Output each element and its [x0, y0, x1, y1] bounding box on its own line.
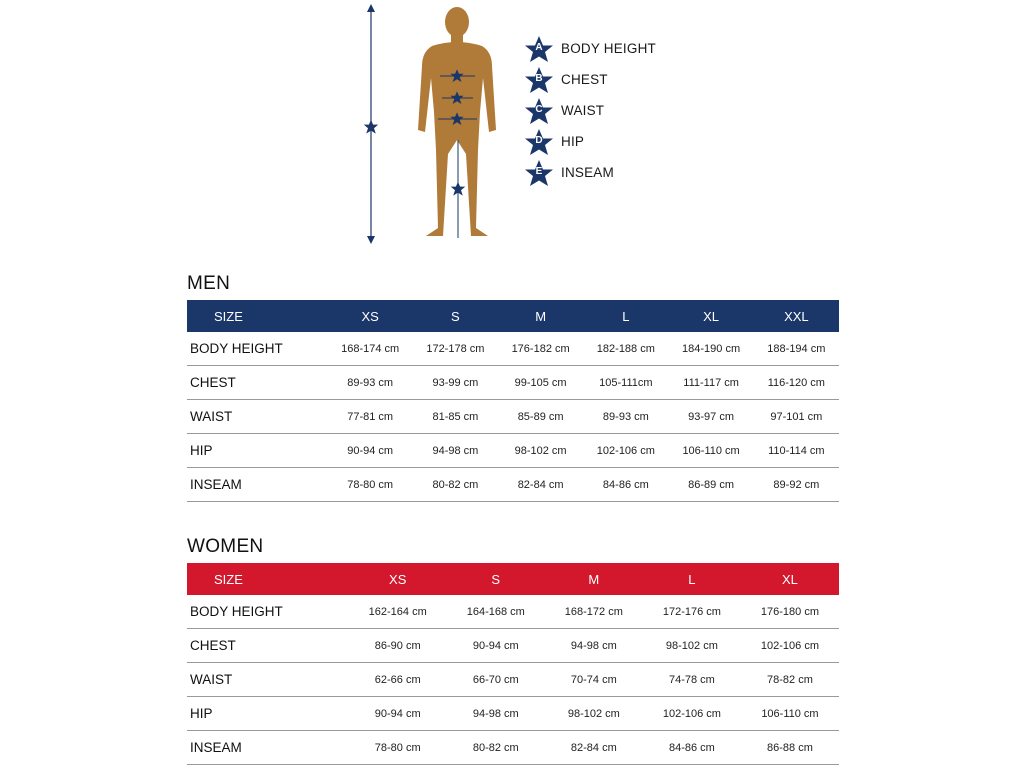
table-cell: 90-94 cm: [328, 434, 413, 468]
table-row: [187, 366, 839, 400]
row-label: INSEAM: [187, 468, 328, 502]
table-cell: 86-89 cm: [668, 468, 753, 502]
table-cell: 99-105 cm: [498, 366, 583, 400]
row-label: BODY HEIGHT: [187, 595, 349, 629]
table-cell: 90-94 cm: [349, 697, 447, 731]
table-cell: 162-164 cm: [349, 595, 447, 629]
table-cell: 106-110 cm: [741, 697, 839, 731]
table-cell: 168-172 cm: [545, 595, 643, 629]
star-badge-icon: A: [524, 35, 554, 63]
table-row: [187, 434, 839, 468]
table-row: [187, 595, 839, 629]
table-cell: 182-188 cm: [583, 332, 668, 366]
body-figure-illustration: [0, 0, 1024, 260]
table-cell: 94-98 cm: [447, 697, 545, 731]
table-cell: 172-176 cm: [643, 595, 741, 629]
table-cell: 102-106 cm: [741, 629, 839, 663]
table-cell: 168-174 cm: [328, 332, 413, 366]
table-cell: 90-94 cm: [447, 629, 545, 663]
legend-label: CHEST: [561, 72, 608, 87]
header-cell: M: [545, 563, 643, 595]
table-cell: 74-78 cm: [643, 663, 741, 697]
table-row: [187, 663, 839, 697]
header-cell: S: [413, 300, 498, 332]
table-cell: 172-178 cm: [413, 332, 498, 366]
men-size-table: [187, 300, 839, 502]
legend-label: BODY HEIGHT: [561, 41, 656, 56]
star-badge-icon: B: [524, 66, 554, 94]
table-cell: 93-99 cm: [413, 366, 498, 400]
table-cell: 176-182 cm: [498, 332, 583, 366]
header-cell: L: [583, 300, 668, 332]
table-cell: 84-86 cm: [583, 468, 668, 502]
table-cell: 102-106 cm: [583, 434, 668, 468]
row-label: INSEAM: [187, 731, 349, 765]
star-badge-icon: D: [524, 128, 554, 156]
table-cell: 82-84 cm: [498, 468, 583, 502]
table-cell: 116-120 cm: [754, 366, 839, 400]
measurement-legend: [524, 33, 656, 188]
women-header-row: [187, 563, 839, 595]
table-row: [187, 731, 839, 765]
legend-item: [524, 64, 656, 95]
women-section-title: WOMEN: [187, 536, 264, 557]
table-cell: 93-97 cm: [668, 400, 753, 434]
header-cell: L: [643, 563, 741, 595]
table-cell: 97-101 cm: [754, 400, 839, 434]
table-cell: 66-70 cm: [447, 663, 545, 697]
table-cell: 85-89 cm: [498, 400, 583, 434]
star-badge-icon: E: [524, 159, 554, 187]
body-measurement-figure: [0, 0, 1024, 260]
header-cell: M: [498, 300, 583, 332]
table-cell: 110-114 cm: [754, 434, 839, 468]
table-cell: 77-81 cm: [328, 400, 413, 434]
row-label: WAIST: [187, 400, 328, 434]
men-section-title: MEN: [187, 273, 231, 294]
table-row: [187, 400, 839, 434]
legend-item: [524, 157, 656, 188]
table-cell: 78-82 cm: [741, 663, 839, 697]
table-cell: 188-194 cm: [754, 332, 839, 366]
table-row: [187, 697, 839, 731]
header-cell: XL: [741, 563, 839, 595]
table-row: [187, 468, 839, 502]
row-label: CHEST: [187, 629, 349, 663]
table-cell: 164-168 cm: [447, 595, 545, 629]
header-cell: S: [447, 563, 545, 595]
table-row: [187, 629, 839, 663]
table-cell: 105-111cm: [583, 366, 668, 400]
table-cell: 78-80 cm: [328, 468, 413, 502]
legend-item: [524, 95, 656, 126]
table-cell: 94-98 cm: [413, 434, 498, 468]
table-cell: 184-190 cm: [668, 332, 753, 366]
table-cell: 111-117 cm: [668, 366, 753, 400]
table-cell: 62-66 cm: [349, 663, 447, 697]
table-cell: 84-86 cm: [643, 731, 741, 765]
row-label: HIP: [187, 697, 349, 731]
table-cell: 70-74 cm: [545, 663, 643, 697]
header-cell: XS: [328, 300, 413, 332]
header-cell: XXL: [754, 300, 839, 332]
table-cell: 98-102 cm: [643, 629, 741, 663]
men-header-row: [187, 300, 839, 332]
header-cell: SIZE: [187, 300, 328, 332]
table-cell: 106-110 cm: [668, 434, 753, 468]
header-cell: XS: [349, 563, 447, 595]
table-cell: 94-98 cm: [545, 629, 643, 663]
women-size-table: [187, 563, 839, 765]
table-cell: 86-88 cm: [741, 731, 839, 765]
table-cell: 82-84 cm: [545, 731, 643, 765]
table-cell: 80-82 cm: [413, 468, 498, 502]
table-cell: 80-82 cm: [447, 731, 545, 765]
row-label: WAIST: [187, 663, 349, 697]
table-cell: 89-92 cm: [754, 468, 839, 502]
table-cell: 102-106 cm: [643, 697, 741, 731]
legend-item: [524, 33, 656, 64]
table-row: [187, 332, 839, 366]
legend-item: [524, 126, 656, 157]
table-cell: 98-102 cm: [498, 434, 583, 468]
legend-label: HIP: [561, 134, 585, 149]
header-cell: XL: [668, 300, 753, 332]
row-label: HIP: [187, 434, 328, 468]
table-cell: 89-93 cm: [583, 400, 668, 434]
table-cell: 89-93 cm: [328, 366, 413, 400]
table-cell: 81-85 cm: [413, 400, 498, 434]
legend-label: INSEAM: [561, 165, 614, 180]
table-cell: 176-180 cm: [741, 595, 839, 629]
star-badge-icon: C: [524, 97, 554, 125]
row-label: CHEST: [187, 366, 328, 400]
table-cell: 98-102 cm: [545, 697, 643, 731]
table-cell: 86-90 cm: [349, 629, 447, 663]
table-cell: 78-80 cm: [349, 731, 447, 765]
legend-label: WAIST: [561, 103, 605, 118]
header-cell: SIZE: [187, 563, 349, 595]
row-label: BODY HEIGHT: [187, 332, 328, 366]
